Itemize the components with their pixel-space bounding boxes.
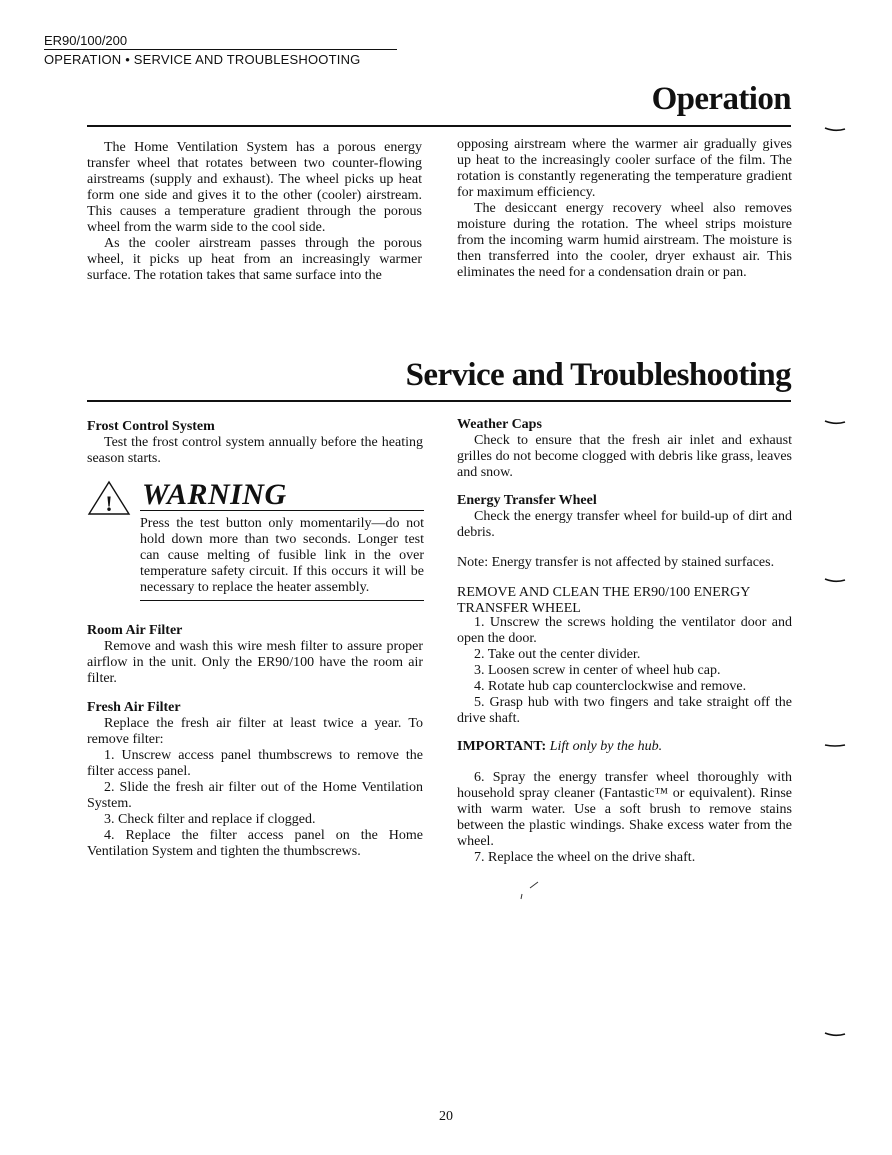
fresh-air-filter-section xyxy=(87,700,423,860)
scan-mark xyxy=(824,577,846,583)
frost-control-heading: Frost Control System xyxy=(87,419,215,434)
document-model-label: ER90/100/200 xyxy=(44,33,128,48)
remove-clean-step: 2. Take out the center divider. xyxy=(474,647,641,662)
fresh-air-filter-heading: Fresh Air Filter xyxy=(87,700,181,715)
operation-paragraph: The desiccant energy recovery wheel also removes moisture during the rotation. The wheel strips moisture from the incoming warm humid airstream. The moisture is then transferred into the cooler, dryer exhaust air. This eliminates the need for a condensation drain or pan. xyxy=(457,201,792,280)
fresh-air-filter-step: 4. Replace the filter access panel on the Home Ventilation System and tighten the thumbscrews. xyxy=(87,828,423,859)
remove-clean-steps-continued xyxy=(457,770,792,866)
weather-caps-heading: Weather Caps xyxy=(457,417,542,432)
operation-title: Operation xyxy=(651,81,791,117)
header-divider xyxy=(44,49,397,50)
fresh-air-filter-intro: Replace the fresh air filter at least twice a year. To remove filter: xyxy=(87,716,423,747)
operation-left-column xyxy=(87,140,422,284)
energy-wheel-text: Check the energy transfer wheel for build-up of dirt and debris. xyxy=(457,509,792,540)
warning-rule-top xyxy=(140,510,424,511)
scan-mark xyxy=(824,419,846,425)
remove-clean-steps xyxy=(457,615,792,727)
remove-clean-step: 7. Replace the wheel on the drive shaft. xyxy=(474,850,696,865)
operation-right-column xyxy=(457,137,792,281)
remove-clean-step: 3. Loosen screw in center of wheel hub cap. xyxy=(474,663,721,678)
remove-clean-step: 5. Grasp hub with two fingers and take straight off the drive shaft. xyxy=(457,695,792,726)
document-section-label: OPERATION • SERVICE AND TROUBLESHOOTING xyxy=(44,52,361,67)
warning-exclamation: ! xyxy=(105,491,113,516)
scan-speck xyxy=(516,880,540,900)
remove-clean-step: 4. Rotate hub cap counterclockwise and remove. xyxy=(474,679,747,694)
frost-control-text: Test the frost control system annually before the heating season starts. xyxy=(87,435,423,466)
operation-title-rule xyxy=(87,125,791,127)
fresh-air-filter-step: 1. Unscrew access panel thumbscrews to remove the filter access panel. xyxy=(87,748,423,779)
energy-wheel-heading: Energy Transfer Wheel xyxy=(457,493,597,508)
remove-clean-heading: REMOVE AND CLEAN THE ER90/100 ENERGY TRANSFER WHEEL xyxy=(457,585,750,616)
scan-mark xyxy=(824,126,846,132)
important-label: IMPORTANT: xyxy=(457,739,547,754)
remove-clean-section xyxy=(457,585,777,617)
service-title: Service and Troubleshooting xyxy=(405,357,791,393)
warning-label: WARNING xyxy=(142,478,287,511)
warning-triangle-icon xyxy=(87,480,131,516)
important-note xyxy=(457,739,792,755)
service-title-rule xyxy=(87,400,791,402)
scan-mark xyxy=(824,742,846,748)
scan-mark xyxy=(824,1031,846,1037)
weather-caps-section xyxy=(457,417,792,481)
warning-rule-bottom xyxy=(140,600,424,601)
energy-wheel-section xyxy=(457,493,792,541)
fresh-air-filter-step: 2. Slide the fresh air filter out of the Home Ventilation System. xyxy=(87,780,423,811)
room-air-filter-heading: Room Air Filter xyxy=(87,623,183,638)
operation-paragraph: As the cooler airstream passes through the porous wheel, it picks up heat from an increasingly warmer surface. The rotation takes that same surface into the xyxy=(87,236,422,283)
energy-wheel-note-block xyxy=(457,555,792,571)
operation-paragraph: The Home Ventilation System has a porous energy transfer wheel that rotates between two counter-flowing airstreams (supply and exhaust). The wheel picks up heat form one side and gives it to the other (cooler) airstream. This causes a temperature gradient through the porous wheel from the warm side to the cool side. xyxy=(87,140,422,235)
remove-clean-step: 1. Unscrew the screws holding the ventilator door and open the door. xyxy=(457,615,792,646)
warning-text: Press the test button only momentarily—do not hold down more than two seconds. Longer test can cause melting of fusible link in the over temperature safety circuit. If this occurs it will be necessary to replace the heater assembly. xyxy=(140,516,424,595)
room-air-filter-text: Remove and wash this wire mesh filter to assure proper airflow in the unit. Only the ER90/100 have the room air filter. xyxy=(87,639,423,686)
frost-control-section xyxy=(87,419,423,467)
room-air-filter-section xyxy=(87,623,423,687)
remove-clean-step: 6. Spray the energy transfer wheel thoroughly with household spray cleaner (Fantastic™ or equivalent). Rinse with warm water. Use a soft brush to remove stains between the plastic windings. Shake excess water from the wheel. xyxy=(457,770,792,849)
fresh-air-filter-step: 3. Check filter and replace if clogged. xyxy=(104,812,316,827)
operation-paragraph: opposing airstream where the warmer air gradually gives up heat to the increasingly cooler surface of the film. The rotation is constantly regenerating the temperature gradient for maximum efficiency. xyxy=(457,137,792,200)
important-text: Lift only by the hub. xyxy=(549,739,663,754)
weather-caps-text: Check to ensure that the fresh air inlet and exhaust grilles do not become clogged with debris like grass, leaves and snow. xyxy=(457,433,792,480)
energy-wheel-note: Note: Energy transfer is not affected by stained surfaces. xyxy=(457,555,775,570)
page-number: 20 xyxy=(439,1109,453,1124)
